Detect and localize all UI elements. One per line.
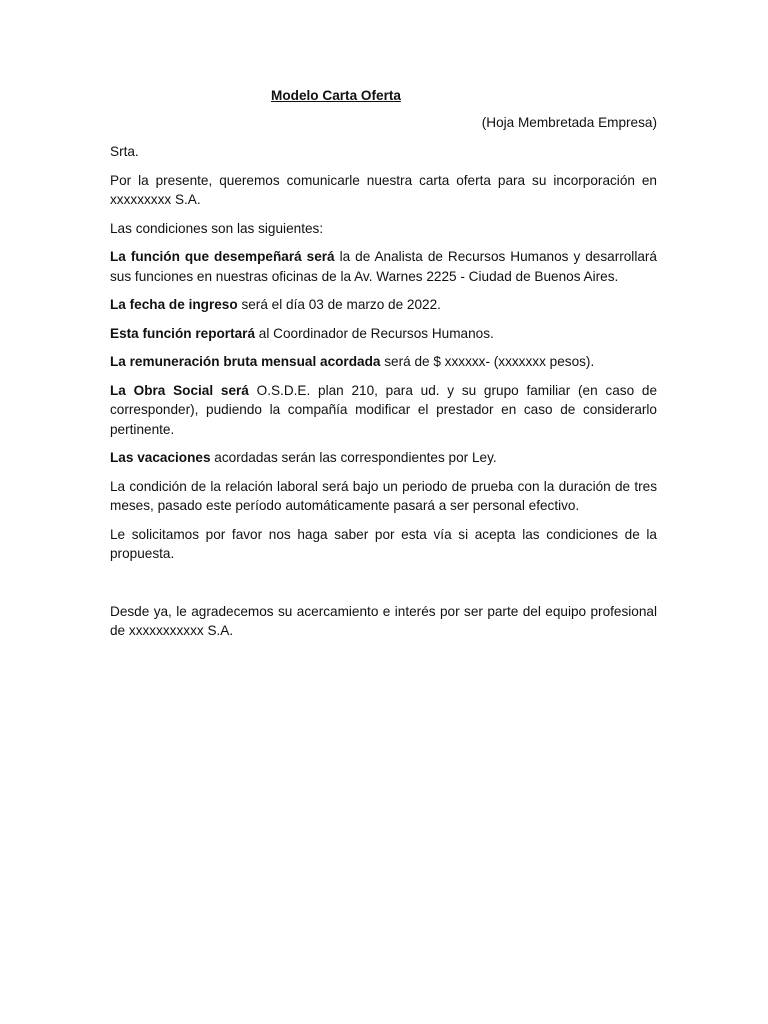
salary-paragraph bbox=[110, 352, 657, 372]
vacation-paragraph bbox=[110, 448, 657, 468]
salary-text: será de $ xxxxxx- (xxxxxxx pesos). bbox=[380, 354, 595, 369]
start-date-paragraph bbox=[110, 295, 657, 315]
vacation-label: Las vacaciones bbox=[110, 450, 211, 465]
reports-to-label: Esta función reportará bbox=[110, 325, 256, 341]
salary-label: La remuneración bruta mensual acordada bbox=[110, 354, 381, 369]
reports-to-paragraph bbox=[110, 324, 657, 344]
letter-document bbox=[110, 86, 657, 641]
document-title: Modelo Carta Oferta bbox=[271, 88, 401, 103]
letterhead-note: (Hoja Membretada Empresa) bbox=[481, 114, 657, 130]
salutation: Srta. bbox=[110, 144, 139, 159]
closing-paragraph: Desde ya, le agradecemos su acercamiento e interés por ser parte del equipo profesional de xxxxxxxxxxx S.A. bbox=[110, 603, 657, 638]
role-label: La función que desempeñará será bbox=[110, 249, 335, 264]
start-date-text: será el día 03 de marzo de 2022. bbox=[237, 297, 441, 312]
health-text: O.S.D.E. plan 210, para ud. y su grupo familiar (en caso de corresponder), pudiendo la compañía modificar el prestador en caso de considerarlo pertinente. bbox=[110, 382, 658, 437]
request-paragraph: Le solicitamos por favor nos haga saber por esta vía si acepta las condiciones de la propuesta. bbox=[110, 526, 657, 561]
start-date-label: La fecha de ingreso bbox=[110, 297, 238, 312]
intro-paragraph: Por la presente, queremos comunicarle nuestra carta oferta para su incorporación en xxxxxxxxx S.A. bbox=[110, 172, 657, 207]
health-label: La Obra Social será bbox=[110, 382, 249, 398]
vacation-text: acordadas serán las correspondientes por Ley. bbox=[210, 450, 497, 465]
role-paragraph bbox=[110, 247, 657, 286]
role-text: la de Analista de Recursos Humanos y desarrollará sus funciones en nuestras oficinas de la Av. Warnes 2225 - Ciudad de Buenos Aires. bbox=[110, 249, 657, 284]
health-paragraph bbox=[110, 381, 657, 440]
reports-to-text: al Coordinador de Recursos Humanos. bbox=[255, 325, 494, 341]
conditions-heading: Las condiciones son las siguientes: bbox=[110, 220, 324, 236]
probation-paragraph: La condición de la relación laboral será bajo un periodo de prueba con la duración de tres meses, pasado este período automáticamente pasará a ser personal efectivo. bbox=[110, 478, 657, 513]
